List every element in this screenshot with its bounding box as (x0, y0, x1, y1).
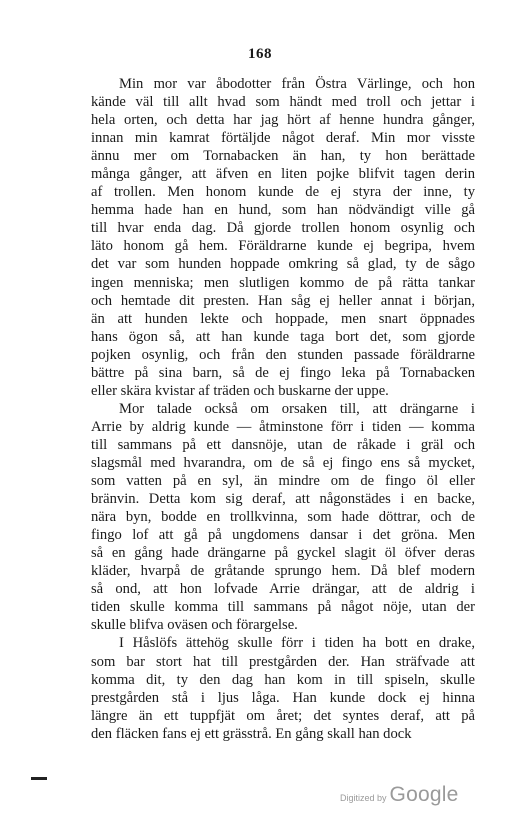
text-line: och hemtade dit presten. Han såg ej heller annat i början, (91, 292, 475, 309)
text-line: ännu mer om Tornabacken än han, ty hon berättade (91, 148, 475, 165)
text-line: pojken osynlig, och från den stunden passade föräldrarne (91, 346, 475, 363)
text-line: I Håslöfs ättehög skulle förr i tiden ha bott en drake, (119, 635, 475, 652)
text-line: som vatten på en syl, än mindre om de fingo öl eller (91, 473, 475, 490)
text-line: skulle blifva oväsen och förargelse. (91, 617, 298, 634)
text-line: eller skära kvistar af träden och buskarne der uppe. (91, 382, 389, 399)
text-line: bättre på sina barn, så de ej fingo leka på Tornabacken (91, 364, 475, 381)
text-line: Arrie by aldrig kunde — åtminstone förr i tiden — komma (91, 418, 475, 435)
text-line: till hvar enda dag. Då gjorde trollen honom osynlig och (91, 220, 475, 237)
text-line: så en gång hade drängarne på gyckel slagit öl öfver deras (91, 545, 475, 562)
text-line: slagsmål med hvarandra, om de så ej fingo ens så mycket, (91, 454, 475, 471)
google-logo: Google (389, 783, 459, 806)
text-line: så ond, att hon lofvade Arrie drängar, att de aldrig i (91, 581, 475, 598)
digitized-by-label: Digitized by (340, 793, 387, 803)
text-line: komma dit, ty den dag han kom in till spiseln, skulle (91, 671, 475, 688)
text-line: hans ögon så, att han kunde taga bort det, som gjorde (91, 328, 475, 345)
text-line: innan min kamrat förtäljde något deraf. Min mor visste (91, 130, 475, 147)
text-line: prestgården stå i ljus låga. Han kunde dock ej hinna (91, 689, 475, 706)
text-line: till sammans på ett dansnöje, utan de råkade i gräl och (91, 436, 475, 453)
text-line: Mor talade också om orsaken till, att drängarne i (119, 400, 475, 417)
text-line: tiden skulle komma till sammans på något nöje, utan der (91, 599, 475, 616)
margin-mark (31, 777, 47, 780)
text-line: den fläcken fans ej ett grässtrå. En gång skall han dock (91, 725, 412, 742)
text-line: än att hunden lekte och hoppade, men snart öppnades (91, 310, 475, 327)
text-line: längre än ett tuppfjät om året; det syntes deraf, att på (91, 707, 475, 724)
text-line: läto honom gå hem. Föräldrarne kunde ej begripa, hvem (91, 238, 475, 255)
text-line: nära byn, bodde en trollkvinna, som hade döttrar, och de (91, 509, 475, 526)
text-line: kände väl till allt hvad som händt med troll och jettar i (91, 94, 475, 111)
paragraph (91, 75, 475, 400)
text-line: som bar stort hat till prestgården der. Han sträfvade att (91, 653, 475, 670)
text-line: kläder, hvarpå de gråtande sprungo hem. Då blef modern (91, 563, 475, 580)
text-line: det var som hunden hoppade omkring så glad, ty de sågo (91, 256, 475, 273)
text-line: fingo lof att gå på ungdomens dansar i det gröna. Men (91, 527, 475, 544)
text-line: bränvin. Detta kom sig deraf, att någonstädes i en backe, (91, 491, 475, 508)
text-line: ingen menniska; men slutligen kommo de på rätta tankar (91, 274, 475, 291)
text-line: af trollen. Men honom kunde de ej styra der inne, ty (91, 184, 475, 201)
page-number: 168 (248, 46, 272, 62)
text-line: hela orten, och detta har jag hört af henne hundra gånger, (91, 112, 475, 129)
body-text (91, 75, 475, 743)
paragraph (91, 634, 475, 742)
text-line: hemma hade han en hund, som han nödvändigt ville gå (91, 202, 475, 219)
text-line: många gånger, att äfven en liten pojke blifvit tagen derin (91, 166, 475, 183)
text-line: Min mor var åbodotter från Östra Värlinge, och hon (119, 76, 475, 92)
paragraph (91, 400, 475, 635)
digitized-watermark (340, 783, 458, 807)
